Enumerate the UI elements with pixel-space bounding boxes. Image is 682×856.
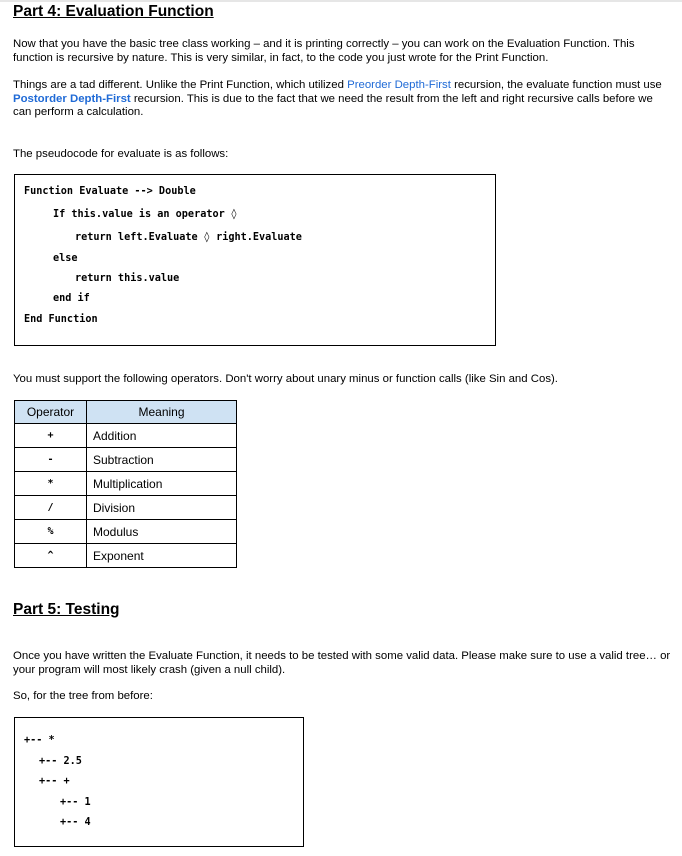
meaning-cell: Addition [87, 424, 237, 448]
tree-line: +-- 4 [60, 817, 91, 828]
tree-intro: So, for the tree from before: [13, 690, 153, 702]
operator-cell: * [15, 472, 87, 496]
meaning-cell: Multiplication [87, 472, 237, 496]
part4-intro-paragraph: Now that you have the basic tree class working – and it is printing correctly – you can work on the Evaluation Function. This function is recursive by nature. This is very similar, in fact, to the code you just wrote for the Print Function. [13, 38, 635, 64]
code-line: Function Evaluate --> Double [24, 186, 196, 197]
para-text-2: recursion, the evaluate function must use [450, 79, 662, 91]
top-rule [0, 0, 682, 2]
table-header-row [15, 401, 237, 424]
code-line: End Function [24, 314, 98, 325]
tree-line: +-- + [39, 776, 70, 787]
meaning-cell: Subtraction [87, 448, 237, 472]
operator-cell: - [15, 448, 87, 472]
para-text-3: recursion. This is due to the fact that we need the result from the left and right recursive calls before we can perform a calculation. [13, 92, 653, 118]
part4-heading: Part 4: Evaluation Function [13, 3, 214, 20]
operator-cell: + [15, 424, 87, 448]
operator-cell: % [15, 520, 87, 544]
tree-box [14, 717, 304, 847]
code-line: else [53, 253, 78, 264]
meaning-cell: Modulus [87, 520, 237, 544]
pseudocode-box [14, 174, 496, 346]
table-row [15, 472, 237, 496]
part4-recursion-paragraph [13, 79, 673, 120]
code-line: end if [53, 293, 90, 304]
part5-heading: Part 5: Testing [13, 601, 120, 618]
table-row [15, 496, 237, 520]
operator-cell: / [15, 496, 87, 520]
meaning-cell: Exponent [87, 544, 237, 568]
tree-line: +-- 1 [60, 797, 91, 808]
meaning-cell: Division [87, 496, 237, 520]
tree-line: +-- * [24, 735, 55, 746]
table-row [15, 448, 237, 472]
table-row [15, 520, 237, 544]
para-text-1: Things are a tad different. Unlike the Print Function, which utilized [13, 79, 348, 91]
code-line: If this.value is an operator ◊ [53, 209, 238, 220]
code-line: return left.Evaluate ◊ right.Evaluate [75, 232, 302, 243]
code-line: return this.value [75, 273, 180, 284]
table-row [15, 544, 237, 568]
part5-intro-paragraph: Once you have written the Evaluate Function, it needs to be tested with some valid data. Please make sure to use a valid tree… or your program will most likely crash (given a null child). [13, 650, 671, 676]
postorder-link[interactable]: Postorder Depth-First [13, 92, 131, 105]
tree-line: +-- 2.5 [39, 756, 82, 767]
header-operator: Operator [15, 401, 87, 424]
operator-cell: ^ [15, 544, 87, 568]
pseudocode-intro: The pseudocode for evaluate is as follows: [13, 148, 229, 160]
table-row [15, 424, 237, 448]
header-meaning: Meaning [87, 401, 237, 424]
operators-intro: You must support the following operators. Don't worry about unary minus or function calls (like Sin and Cos). [13, 373, 558, 385]
preorder-link[interactable]: Preorder Depth-First [347, 79, 451, 91]
operators-table [14, 400, 237, 568]
